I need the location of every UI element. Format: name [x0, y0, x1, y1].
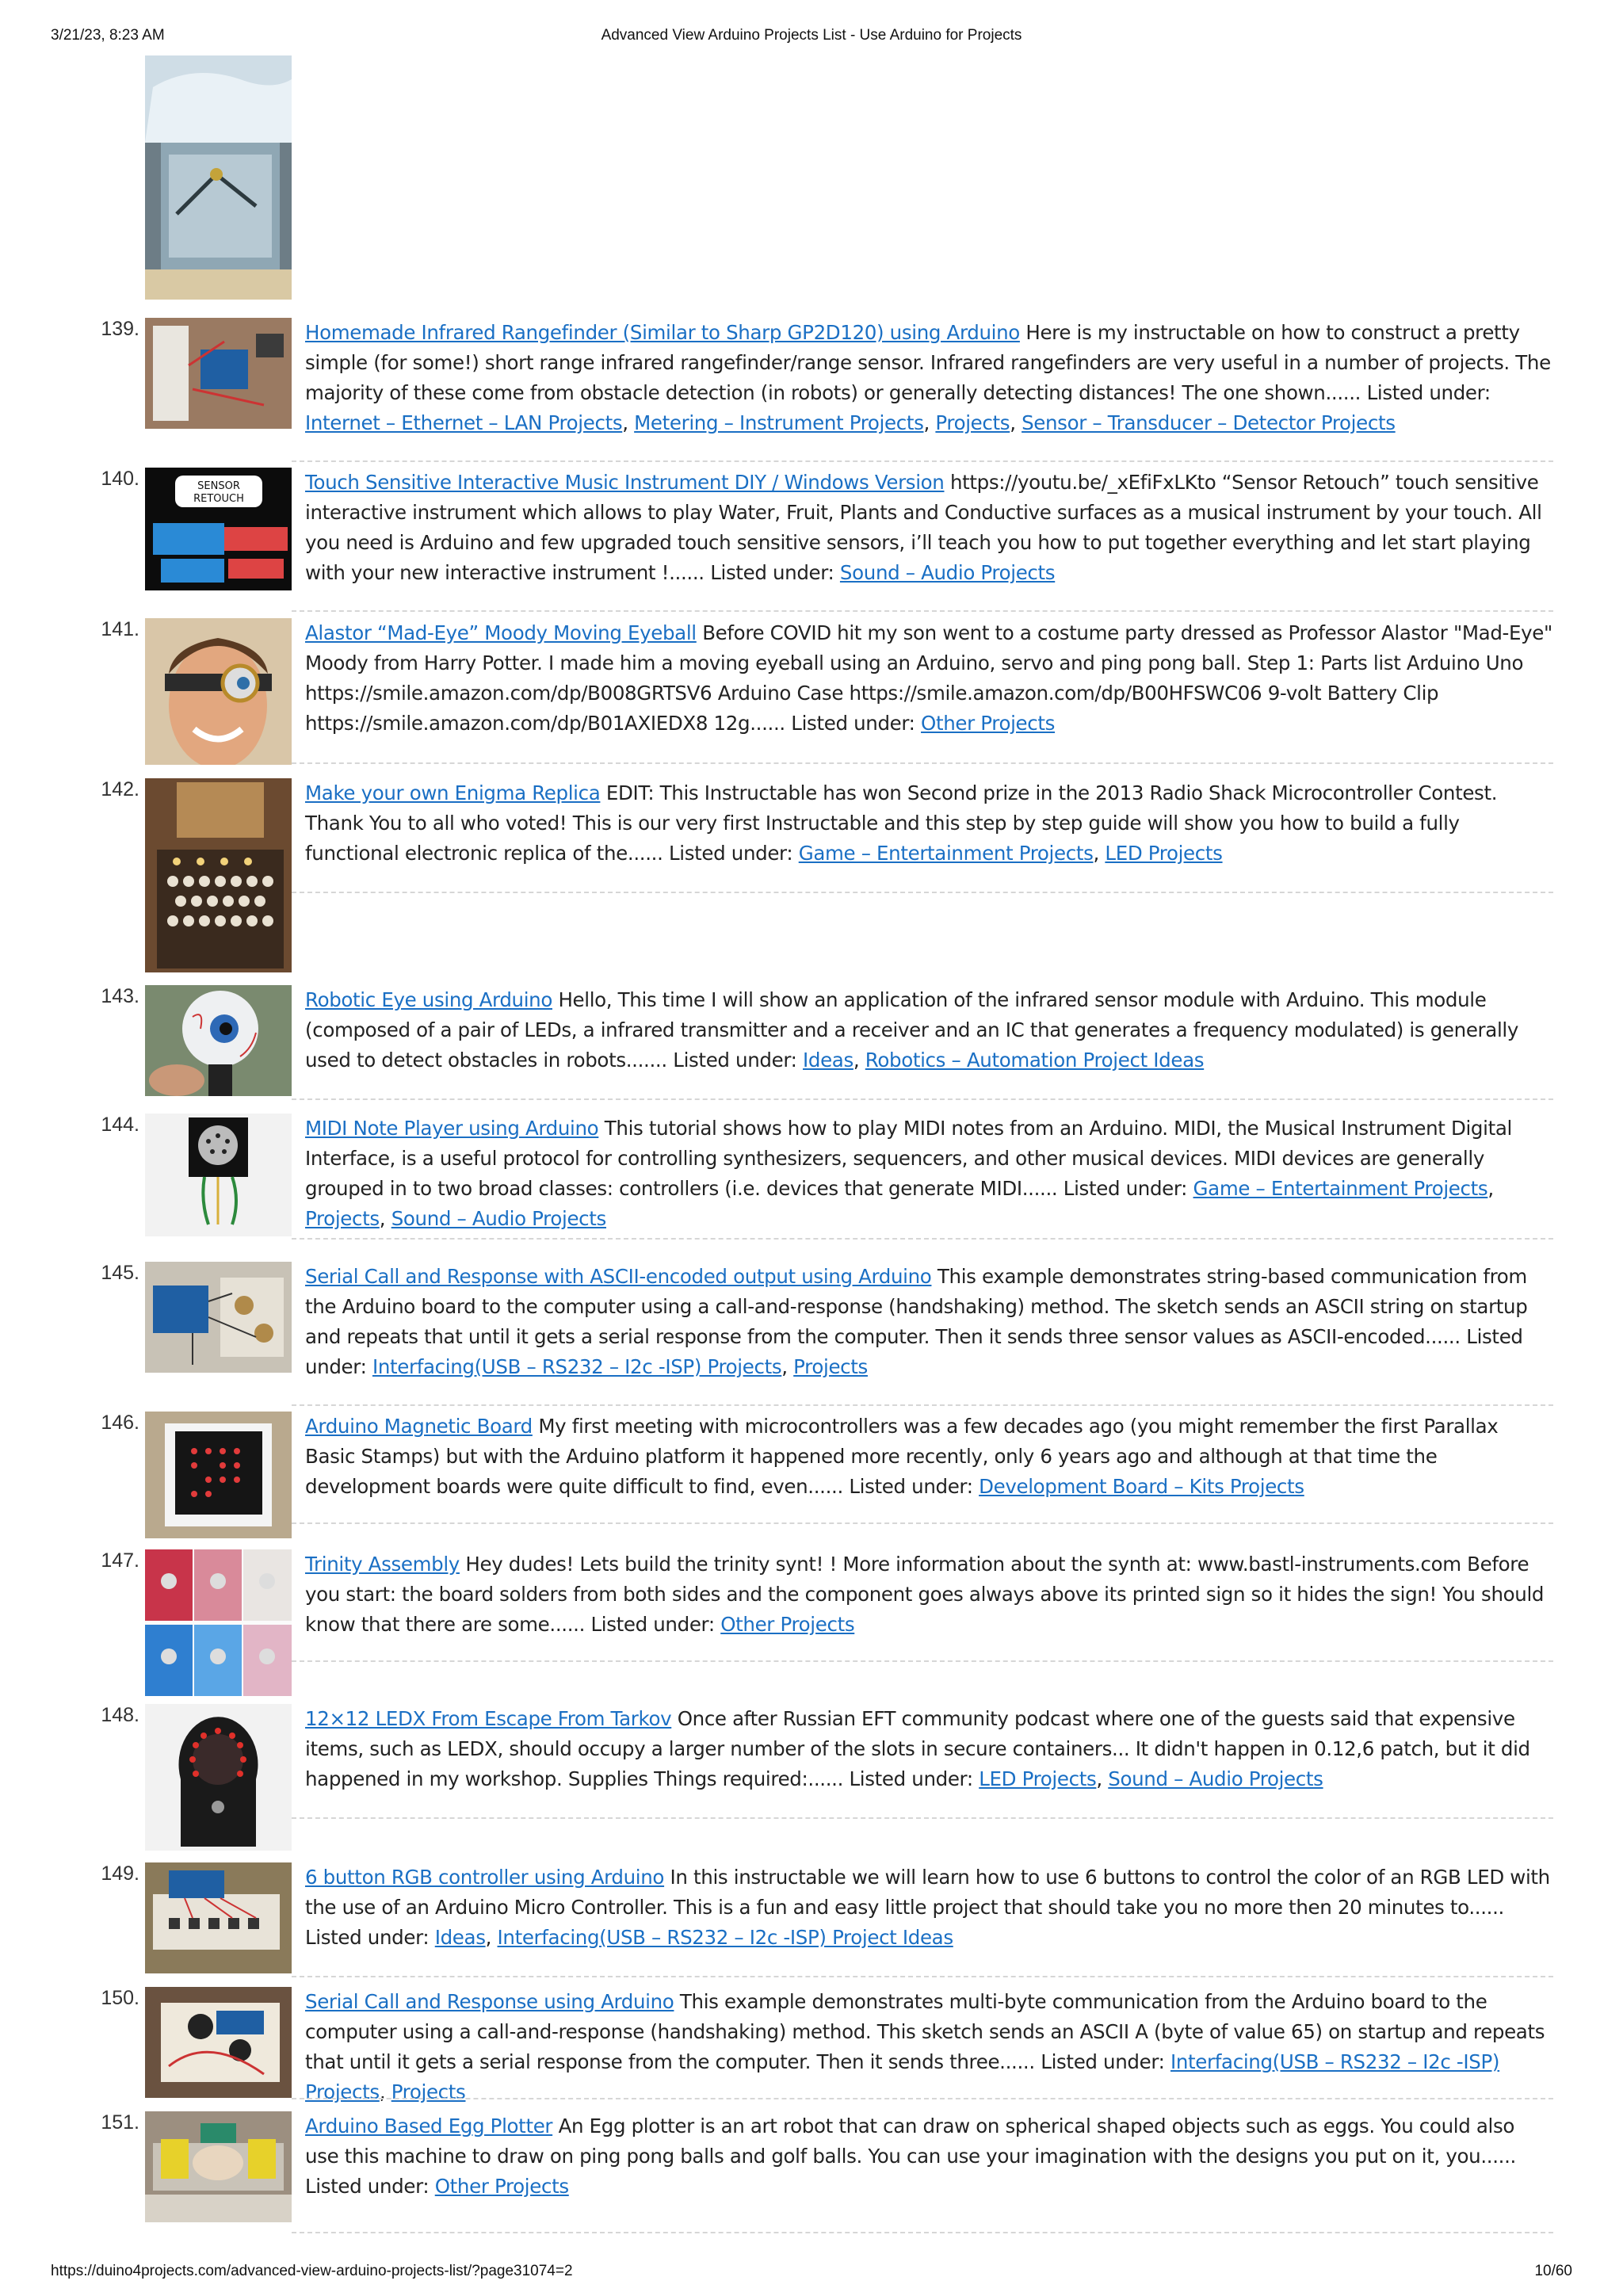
- listed-under-label: Listed under:: [791, 712, 915, 735]
- entry-number: 140.: [101, 468, 139, 490]
- category-link[interactable]: Sound – Audio Projects: [1108, 1767, 1323, 1790]
- entry-divider: [292, 1404, 1553, 1406]
- entry-thumbnail[interactable]: [145, 1704, 292, 1851]
- entry-text: Robotic Eye using Arduino Hello, This time I will show an application of the infrared sensor module with Arduino. This module (composed of a pair of LEDs, a infrared transmitter and a receiver and an IC that generates a frequency modulated) is generally used to detect obstacles in robots....... Listed under: Ideas, Robotics – Automation Project Ideas: [305, 988, 1519, 1072]
- entry-title-link[interactable]: Make your own Enigma Replica: [305, 781, 601, 804]
- listed-under-label: Listed under:: [668, 842, 793, 865]
- entry-text: MIDI Note Player using Arduino This tutorial shows how to play MIDI notes from an Arduino. MIDI, the Musical Instrument Digital Interface, is a useful protocol for controlling synthesizers, sequencers, and other musical devices. MIDI devices are generally grouped in to two broad classes: controllers (i.e. devices that generate MIDI...... Listed under: Game – Entertainment Projects, Projects, Sound – Audio Projects: [305, 1117, 1512, 1230]
- print-page-number: 10/60: [1534, 2263, 1572, 2279]
- category-link[interactable]: Ideas: [434, 1926, 486, 1949]
- entry-number: 145.: [101, 1262, 139, 1284]
- entry-text: 6 button RGB controller using Arduino In this instructable we will learn how to use 6 buttons to control the color of an RGB LED with the use of an Arduino Micro Controller. This is a fun and easy little project that should take you no more then 20 minutes to...... Listed under: Ideas, Interfacing(USB – RS232 – I2c -ISP) Project Ideas: [305, 1866, 1550, 1949]
- entry-number: 146.: [101, 1412, 139, 1434]
- entry-title-link[interactable]: Arduino Magnetic Board: [305, 1415, 533, 1438]
- category-link[interactable]: Interfacing(USB – RS232 – I2c -ISP) Project Ideas: [497, 1926, 953, 1949]
- entry-thumbnail[interactable]: [145, 1549, 292, 1696]
- entry-number: 150.: [101, 1987, 139, 2009]
- category-link[interactable]: Metering – Instrument Projects: [634, 411, 924, 434]
- entry-thumbnail[interactable]: [145, 1114, 292, 1236]
- category-link[interactable]: Projects: [305, 1207, 380, 1230]
- entry-number: 142.: [101, 778, 139, 800]
- category-link[interactable]: Ideas: [803, 1049, 854, 1072]
- entry-number: 144.: [101, 1114, 139, 1136]
- entry-thumbnail[interactable]: [145, 618, 292, 765]
- category-link[interactable]: Development Board – Kits Projects: [979, 1475, 1304, 1498]
- entry-divider: [292, 762, 1553, 764]
- category-link[interactable]: Projects: [793, 1355, 868, 1378]
- entry-title-link[interactable]: Arduino Based Egg Plotter: [305, 2115, 553, 2137]
- listed-under-label: Listed under:: [849, 1767, 973, 1790]
- category-link[interactable]: Game – Entertainment Projects: [1193, 1177, 1488, 1200]
- listed-under-label: Listed under:: [305, 1926, 430, 1949]
- entry-description: Here is my instructable on how to construct a pretty simple (for some!) short range infrared rangefinder/range sensor. Infrared rangefinders are very useful in a number of projects. The majority of these come from obstacle detection (in robots) or generally detecting distances! The one shown......: [305, 321, 1551, 404]
- thumb-label: SENSOR: [197, 480, 240, 492]
- entry-description: An Egg plotter is an art robot that can draw on spherical shaped objects such as eggs. You could also use this machine to draw on ping pong balls and golf balls. You can use your imagination with the designs you put on it, you......: [305, 2115, 1516, 2168]
- entry-divider: [292, 1817, 1553, 1819]
- category-link[interactable]: Other Projects: [434, 2175, 569, 2198]
- category-link[interactable]: Other Projects: [921, 712, 1056, 735]
- category-link[interactable]: Sound – Audio Projects: [391, 1207, 606, 1230]
- entry-text: [305, 618, 1553, 739]
- entry-description: Once after Russian EFT community podcast where one of the guests said that expensive items, such as LEDX, should occupy a larger number of the slots in secure containers... It didn't happen in 0.12,6 patch, but it did happened in my workshop. Supplies Things required:......: [305, 1707, 1530, 1790]
- category-link[interactable]: Interfacing(USB – RS232 – I2c -ISP) Projects: [372, 1355, 782, 1378]
- entry-text: [305, 468, 1553, 588]
- listed-under-label: Listed under:: [673, 1049, 797, 1072]
- category-link[interactable]: LED Projects: [1105, 842, 1223, 865]
- entry-text: 12×12 LEDX From Escape From Tarkov Once after Russian EFT community podcast where one of the guests said that expensive items, such as LEDX, should occupy a larger number of the slots in secure containers... It didn't happen in 0.12,6 patch, but it did happened in my workshop. Supplies Things required:...... Listed under: LED Projects, Sound – Audio Projects: [305, 1707, 1530, 1790]
- entry-divider: [292, 2098, 1553, 2099]
- entry-thumbnail[interactable]: [145, 2111, 292, 2222]
- entry-thumbnail[interactable]: [145, 985, 292, 1096]
- previous-entry-thumbnail[interactable]: [145, 55, 292, 300]
- entry-thumbnail[interactable]: [145, 1262, 292, 1373]
- category-link[interactable]: Sensor – Transducer – Detector Projects: [1022, 411, 1396, 434]
- category-link[interactable]: Game – Entertainment Projects: [798, 842, 1094, 865]
- entry-description: This example demonstrates multi-byte communication from the Arduino board to the computer using a call-and-response (handshaking) method. This sketch sends an ASCII A (byte of value 65) on startup and repeats that until it gets a serial response from the computer. Then it sends three......: [305, 1990, 1545, 2073]
- entry-divider: [292, 460, 1553, 462]
- entry-description: EDIT: This Instructable has won Second prize in the 2013 Radio Shack Microcontroller Contest. Thank You to all who voted! This is our very first Instructable and this step by step guide will show you how to build a fully functional electronic replica of the......: [305, 781, 1498, 865]
- entry-text: Serial Call and Response using Arduino This example demonstrates multi-byte communication from the Arduino board to the computer using a call-and-response (handshaking) method. This sketch sends an ASCII A (byte of value 65) on startup and repeats that until it gets a serial response from the computer. Then it sends three...... Listed under: Interfacing(USB – RS232 – I2c -ISP) Projects, Projects: [305, 1990, 1545, 2103]
- listed-under-label: Listed under:: [1063, 1177, 1188, 1200]
- entry-number: 143.: [101, 985, 139, 1007]
- category-link[interactable]: Projects: [935, 411, 1010, 434]
- entry-number: 141.: [101, 618, 139, 640]
- entry-thumbnail[interactable]: [145, 318, 292, 429]
- print-footer: [51, 2263, 1572, 2286]
- category-link[interactable]: Projects: [391, 2080, 466, 2103]
- listed-under-label: Listed under:: [1041, 2050, 1165, 2073]
- entry-text: [305, 2111, 1553, 2202]
- entry-title-link[interactable]: Serial Call and Response using Arduino: [305, 1990, 674, 2013]
- entry-text: Homemade Infrared Rangefinder (Similar to Sharp GP2D120) using Arduino Here is my instructable on how to construct a pretty simple (for some!) short range infrared rangefinder/range sensor. Infrared rangefinders are very useful in a number of projects. The majority of these come from obstacle detection (in robots) or generally detecting distances! The one shown...... Listed under: Internet – Ethernet – LAN Projects, Metering – Instrument Projects, Projects, Sensor – Transducer – Detector Projects: [305, 321, 1551, 434]
- entry-divider: [292, 1976, 1553, 1977]
- entry-thumbnail[interactable]: [145, 778, 292, 972]
- thumb-label: RETOUCH: [193, 493, 244, 505]
- listed-under-label: Listed under:: [590, 1613, 715, 1636]
- entry-divider: [292, 1522, 1553, 1524]
- entry-title-link[interactable]: 6 button RGB controller using Arduino: [305, 1866, 665, 1889]
- entry-divider: [292, 610, 1553, 612]
- entry-title-link[interactable]: Touch Sensitive Interactive Music Instrument DIY / Windows Version: [305, 471, 945, 494]
- print-url: https://duino4projects.com/advanced-view-arduino-projects-list/?page31074=2: [51, 2263, 573, 2279]
- entry-thumbnail[interactable]: [145, 468, 292, 590]
- category-link[interactable]: LED Projects: [979, 1767, 1097, 1790]
- listed-under-label: Listed under:: [849, 1475, 973, 1498]
- entry-divider: [292, 2232, 1553, 2233]
- entry-number: 151.: [101, 2111, 139, 2134]
- category-link[interactable]: Interfacing(USB – RS232 – I2c -ISP) Projects: [305, 2050, 1500, 2103]
- entry-number: 149.: [101, 1862, 139, 1885]
- listed-under-label: Listed under:: [1366, 381, 1491, 404]
- entry-text: [305, 1412, 1553, 1502]
- print-datetime: 3/21/23, 8:23 AM: [51, 27, 165, 44]
- listed-under-label: Listed under:: [710, 561, 834, 584]
- entry-description: https://youtu.be/_xEfiFxLKto “Sensor Retouch” touch sensitive interactive instrument which allows to play Water, Fruit, Plants and Conductive surfaces as a musical instrument by your touch. All you need is Arduino and few upgraded touch sensitive sensors, i’ll teach you how to put together everything and let start playing with your new interactive instrument !......: [305, 471, 1542, 584]
- entry-divider: [292, 1098, 1553, 1100]
- entry-text: [305, 1549, 1553, 1640]
- category-link[interactable]: Robotics – Automation Project Ideas: [865, 1049, 1205, 1072]
- category-link[interactable]: Internet – Ethernet – LAN Projects: [305, 411, 623, 434]
- entry-thumbnail[interactable]: [145, 1987, 292, 2098]
- entry-divider: [292, 1660, 1553, 1662]
- listed-under-label: Listed under:: [305, 1325, 1523, 1378]
- listed-under-label: Listed under:: [305, 2175, 430, 2198]
- entry-title-link[interactable]: MIDI Note Player using Arduino: [305, 1117, 599, 1140]
- entry-description: This tutorial shows how to play MIDI notes from an Arduino. MIDI, the Musical Instrument Digital Interface, is a useful protocol for controlling synthesizers, sequencers, and other musical devices. MIDI devices are generally grouped in to two broad classes: controllers (i.e. devices that generate MIDI......: [305, 1117, 1512, 1200]
- entry-title-link[interactable]: Serial Call and Response with ASCII-encoded output using Arduino: [305, 1265, 932, 1288]
- entry-thumbnail[interactable]: [145, 1862, 292, 1973]
- entry-description: My first meeting with microcontrollers was a few decades ago (you might remember the first Parallax Basic Stamps) but with the Arduino platform it happened more recently, only 6 years ago and although at that time the development boards were quite difficult to find, even......: [305, 1415, 1499, 1498]
- entry-description: Hello, This time I will show an application of the infrared sensor module with Arduino. This module (composed of a pair of LEDs, a infrared transmitter and a receiver and an IC that generates a frequency modulated) is generally used to detect obstacles in robots.......: [305, 988, 1519, 1072]
- entry-title-link[interactable]: Homemade Infrared Rangefinder (Similar to Sharp GP2D120) using Arduino: [305, 321, 1020, 344]
- entry-text: Serial Call and Response with ASCII-encoded output using Arduino This example demonstrates string-based communication from the Arduino board to the computer using a call-and-response (handshaking) method. The sketch sends an ASCII string on startup and repeats that until it gets a serial response from the computer. Then it sends three sensor values as ASCII-encoded...... Listed under: Interfacing(USB – RS232 – I2c -ISP) Projects, Projects: [305, 1265, 1528, 1378]
- entry-number: 139.: [101, 318, 139, 340]
- category-link[interactable]: Other Projects: [720, 1613, 855, 1636]
- entry-description: This example demonstrates string-based communication from the Arduino board to the computer using a call-and-response (handshaking) method. The sketch sends an ASCII string on startup and repeats that until it gets a serial response from the computer. Then it sends three sensor values as ASCII-encoded......: [305, 1265, 1528, 1348]
- entry-title-link[interactable]: Robotic Eye using Arduino: [305, 988, 552, 1011]
- entry-description: Hey dudes! Lets build the trinity synt! ! More information about the synth at: www.bastl-instruments.com Before you start: the board solders from both sides and the component goes always above its printed sign so it hides the sign! You should know that there are some......: [305, 1553, 1545, 1636]
- entry-title-link[interactable]: Trinity Assembly: [305, 1553, 460, 1576]
- print-header: [51, 27, 1572, 51]
- print-page-title: Advanced View Arduino Projects List - Use Arduino for Projects: [601, 27, 1022, 44]
- entry-number: 148.: [101, 1704, 139, 1726]
- entry-text: Make your own Enigma Replica EDIT: This Instructable has won Second prize in the 2013 Radio Shack Microcontroller Contest. Thank You to all who voted! This is our very first Instructable and this step by step guide will show you how to build a fully functional electronic replica of the...... Listed under: Game – Entertainment Projects, LED Projects: [305, 781, 1498, 865]
- entry-title-link[interactable]: 12×12 LEDX From Escape From Tarkov: [305, 1707, 672, 1730]
- category-link[interactable]: Sound – Audio Projects: [839, 561, 1056, 584]
- entry-divider: [292, 892, 1553, 893]
- entry-title-link[interactable]: Alastor “Mad-Eye” Moody Moving Eyeball: [305, 621, 697, 644]
- entry-number: 147.: [101, 1549, 139, 1572]
- entry-divider: [292, 1238, 1553, 1240]
- entry-description: In this instructable we will learn how to use 6 buttons to control the color of an RGB LED with the use of an Arduino Micro Controller. This is a fun and easy little project that should take you no more then 20 minutes to......: [305, 1866, 1550, 1919]
- entry-description: Before COVID hit my son went to a costume party dressed as Professor Alastor "Mad-Eye" Moody from Harry Potter. I made him a moving eyeball using an Arduino, servo and ping pong ball. Step 1: Parts list Arduino Uno https://smile.amazon.com/dp/B008GRTSV6 Arduino Case https://smile.amazon.com/dp/B00HFSWC06 9-volt Battery Clip https://smile.amazon.com/dp/B01AXIEDX8 12g......: [305, 621, 1552, 735]
- entry-thumbnail[interactable]: [145, 1412, 292, 1538]
